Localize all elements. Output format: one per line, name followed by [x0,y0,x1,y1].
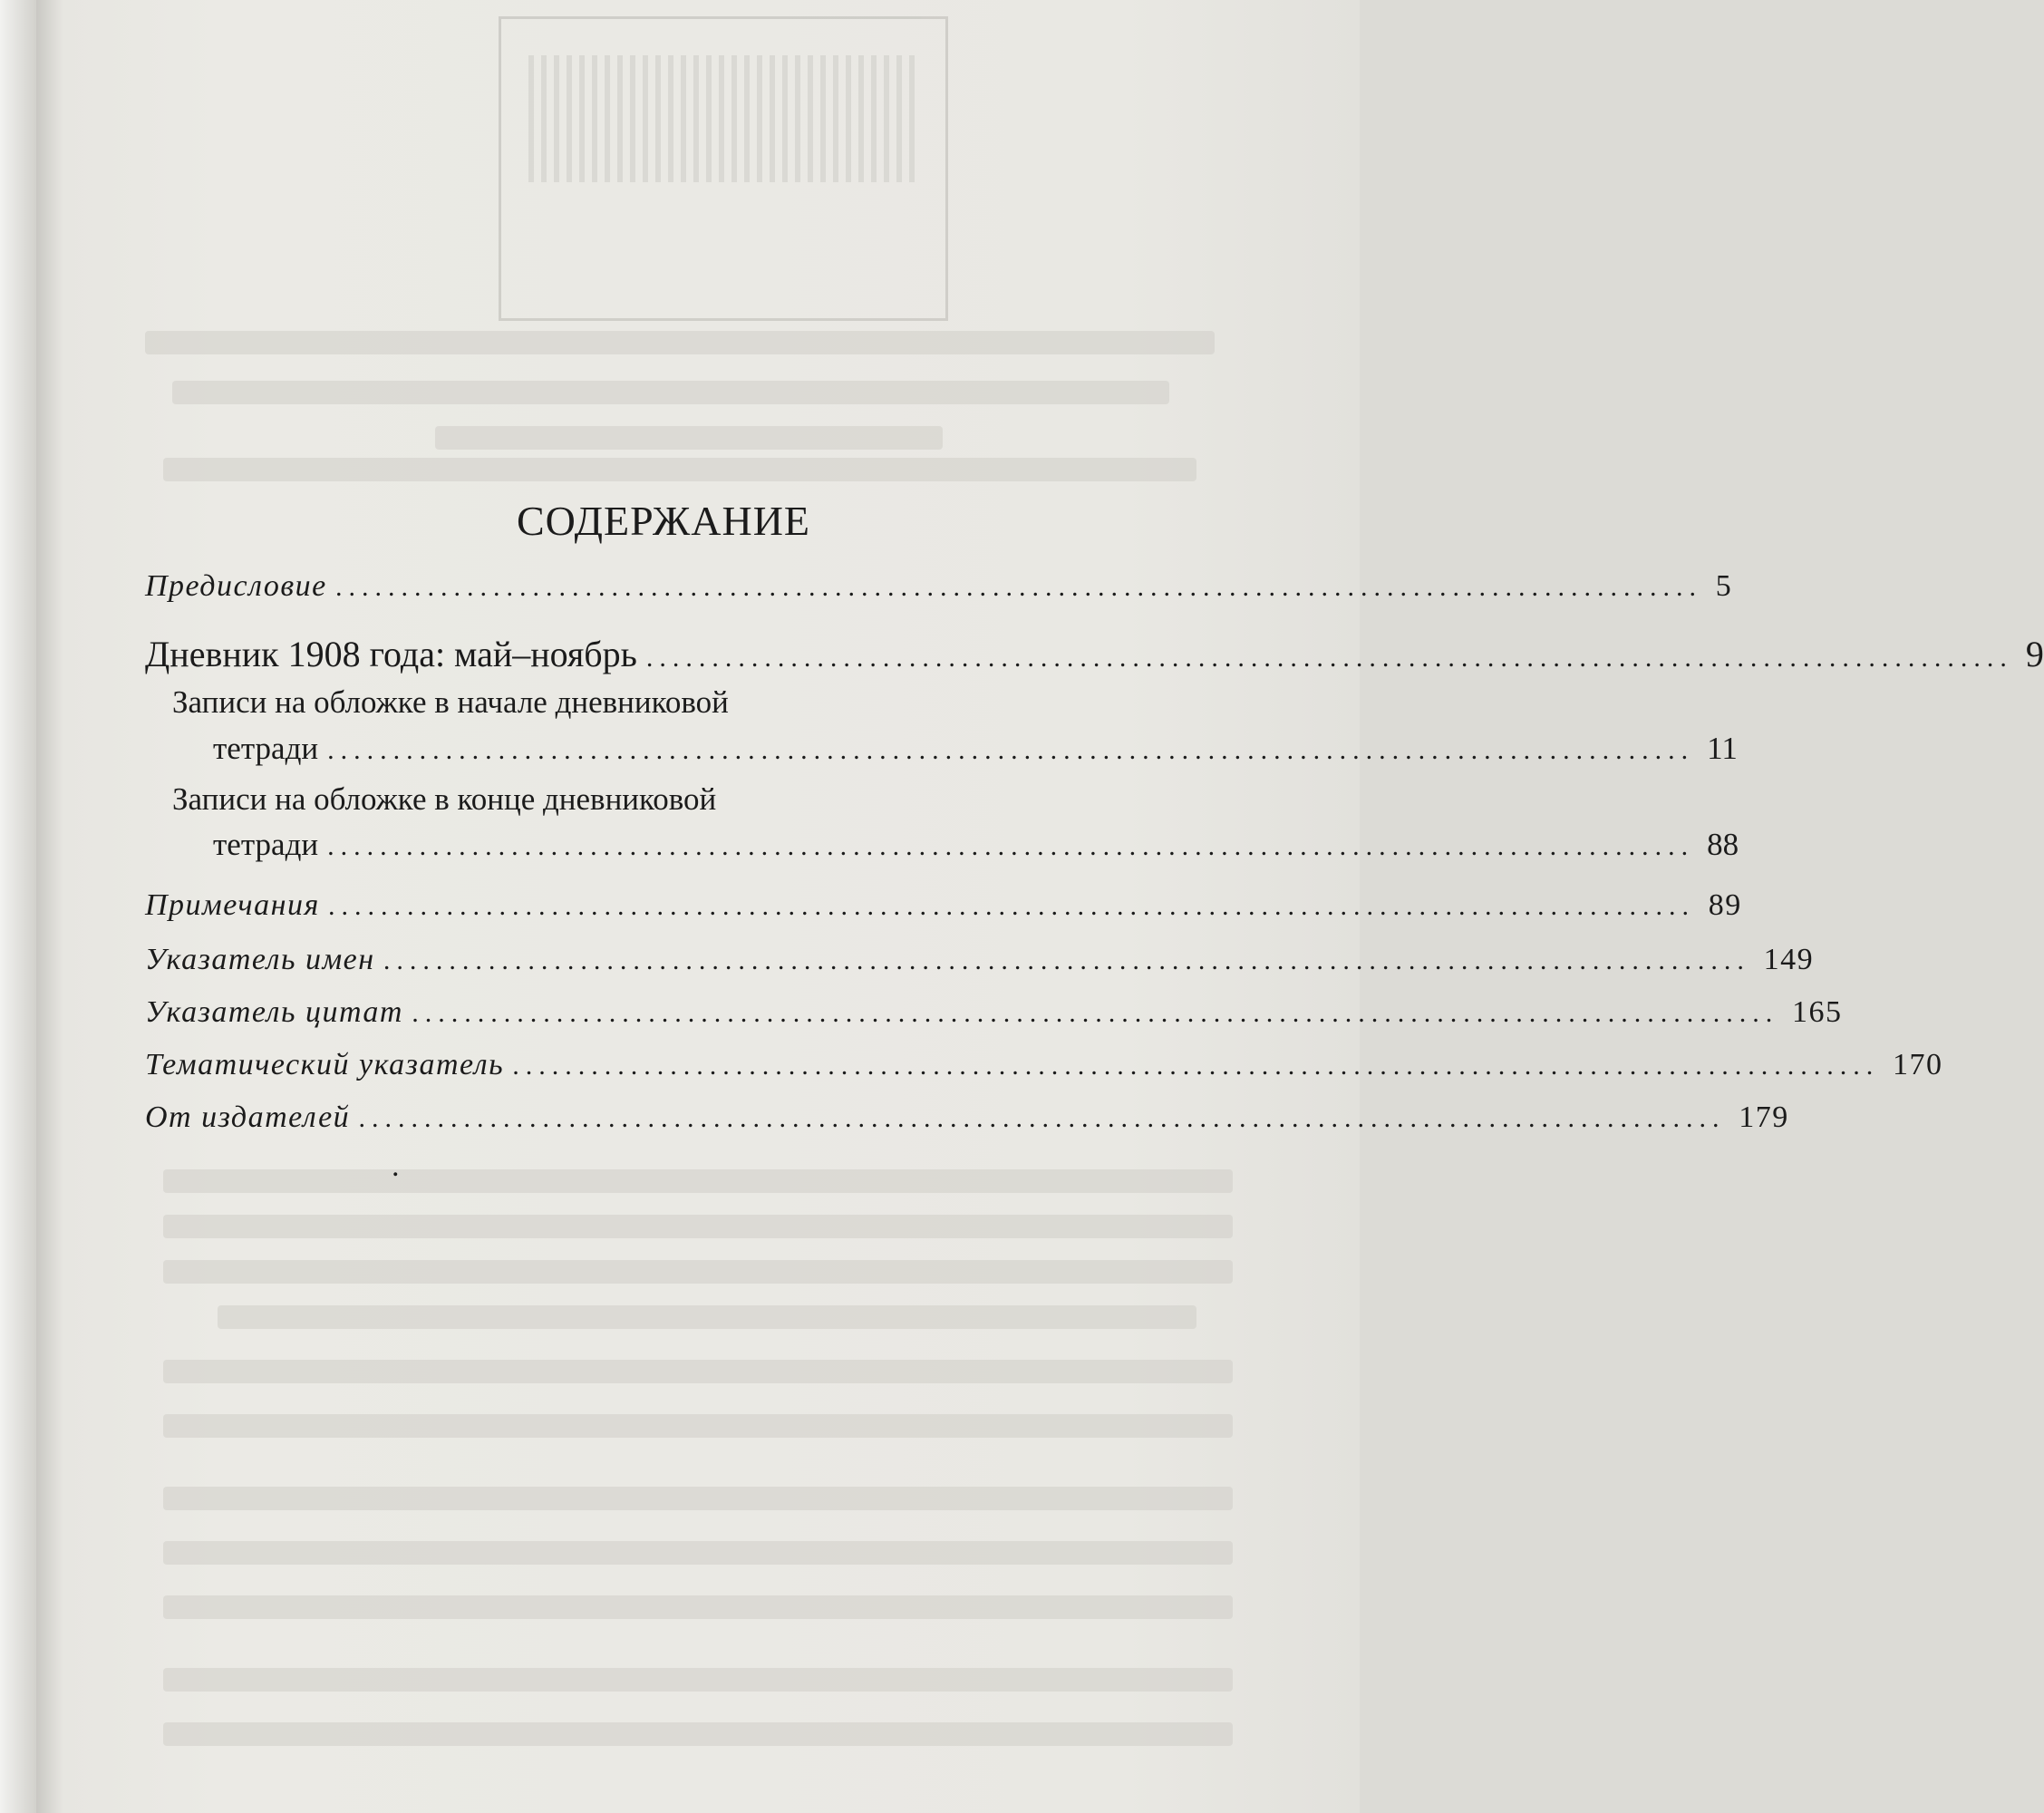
toc-subentry-cover-start[interactable] [213,731,1738,767]
toc-entry-diary[interactable] [145,633,2044,675]
toc-leader-dots: ........................................................................................................ [513,1051,1881,1081]
toc-entry-page: 11 [1707,731,1738,766]
toc-entry-page: 179 [1739,1100,1789,1134]
toc-subentry-label-line1[interactable]: Записи на обложке в конце дневниковой [172,781,717,817]
toc-subentry-label-line1[interactable]: Записи на обложке в начале дневниковой [172,684,729,720]
toc-entry-page: 89 [1708,888,1742,922]
toc-leader-dots: ........................................................................................................ [383,945,1751,975]
toc-entry-label: тетради [213,827,319,862]
toc-subentry-cover-end[interactable] [213,827,1739,863]
toc-entry-label: От издателей [145,1100,351,1134]
toc-entry-quote-index[interactable] [145,995,1843,1030]
toc-leader-dots: ........................................................................................................ [327,831,1695,861]
toc-entry-label: тетради [213,731,319,766]
toc-entry-preface[interactable] [145,569,1733,604]
toc-entry-page: 88 [1707,827,1739,862]
toc-leader-dots: ........................................................................................................ [645,643,2013,673]
toc-entry-subject-index[interactable] [145,1048,1943,1082]
toc-entry-label: Указатель цитат [145,995,403,1029]
toc-leader-dots: ........................................................................................................ [412,998,1779,1028]
toc-entry-page: 170 [1893,1048,1943,1081]
toc-entry-notes[interactable] [145,888,1742,923]
toc-entry-page: 9 [2025,634,2044,674]
toc-heading: СОДЕРЖАНИЕ [517,498,811,544]
toc-leader-dots: ........................................................................................................ [328,891,1696,921]
toc-entry-label: Примечания [145,888,320,922]
toc-entry-page: 149 [1763,943,1815,976]
toc-leader-dots: ........................................................................................................ [359,1103,1727,1133]
toc-entry-label: Предисловие [145,569,327,603]
toc-entry-label: Указатель имен [145,943,375,976]
toc-entry-label: Дневник 1908 года: май–ноябрь [145,634,637,674]
toc-leader-dots: ........................................................................................................ [335,572,1703,602]
toc-entry-page: 5 [1715,569,1733,603]
toc-entry-name-index[interactable] [145,943,1815,977]
toc-leader-dots: ........................................................................................................ [327,735,1695,765]
toc-entry-page: 165 [1791,995,1843,1029]
toc-entry-label: Тематический указатель [145,1048,505,1081]
toc-entry-publishers[interactable] [145,1100,1789,1135]
stray-dot-mark: . [392,1149,400,1183]
